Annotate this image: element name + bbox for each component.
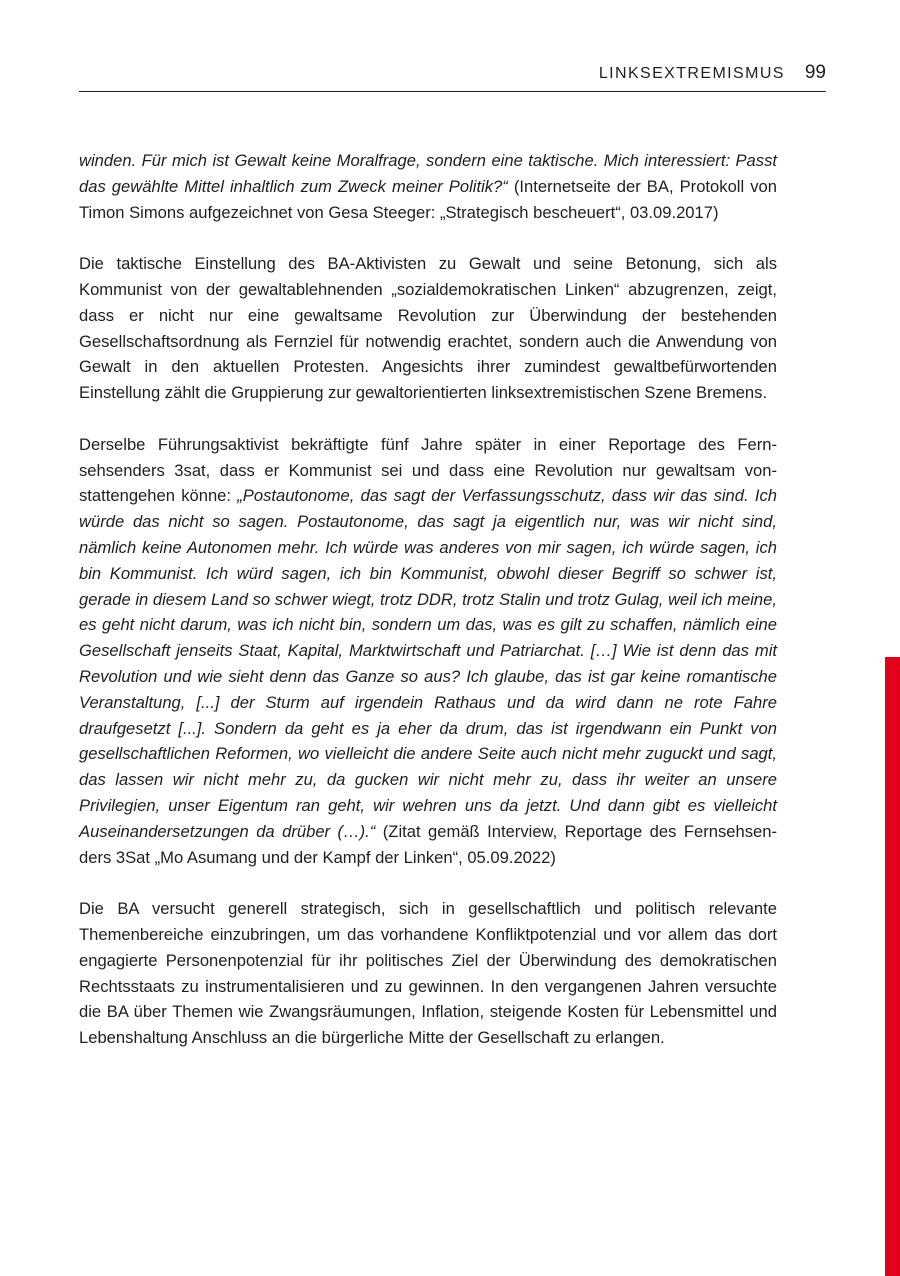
page-number: 99 — [804, 62, 826, 83]
quote-text: „Postautonome, das sagt der Verfassungsschutz, dass wir das sind. Ich würde das nicht so sagen. Postautonome, das sagt ja eigentlich nur, was wir nicht sind, nämlich keine Autonomen mehr. Ich würde was anderes von mir sagen, ich würde sagen, ich bin Kommunist. Ich würd sagen, ich bin Kommunist, obwohl dieser Begriff so schwer ist, gerade in diesem Land so schwer wiegt, trotz DDR, trotz Stalin und trotz Gulag, weil ich meine, es geht nicht darum, was ich nicht bin, sondern um das, was es gilt zu schaffen, nämlich eine Gesellschaft jenseits Staat, Kapital, Marktwirtschaft und Patriarchat. […] Wie ist denn das mit Revolution und wie sieht denn das Ganze so aus? Ich glaube, das ist gar keine romantische Veranstaltung, [...] der Sturm auf irgendein Rathaus und da wird dann ne rote Fahre draufgesetzt [...]. Sondern da geht es ja eher da drum, das ist irgendwann ein Punkt von gesellschaftlichen Reformen, wo vielleicht die andere Seite auch nicht mehr zuguckt und sagt, das lassen wir nicht mehr zu, da gucken wir nicht mehr zu, dass ihr weiter an unsere Privilegien, unser Eigentum ran geht, wir wehren uns da jetzt. Und dann gibt es vielleicht Auseinandersetzungen da drüber (…).“ — [79, 486, 777, 841]
paragraph-analysis — [79, 251, 777, 406]
paragraph-interview-quote — [79, 432, 777, 871]
chapter-thumb-marker — [885, 657, 900, 1276]
citation-text: (Zitat gemäß Interview, Reportage des Fernsehsenders 3Sat „Mo Asumang und der Kampf der Linken“, 05.09.2022) — [79, 821, 777, 867]
citation-text: (Internetseite der BA, Protokoll von Timon Simons aufgezeichnet von Gesa Steeger: „Strategisch bescheuert“, 03.09.2017) — [79, 176, 777, 222]
paragraph-quote-continuation — [79, 148, 777, 225]
body-text — [79, 148, 777, 1077]
header-right — [599, 62, 826, 84]
paragraph-strategy — [79, 896, 777, 1051]
running-header — [79, 58, 826, 92]
paragraph-text: Die taktische Einstellung des BA-Aktivisten zu Gewalt und seine Betonung, sich als Kommunist von der gewaltablehnenden „sozialdemokratischen Linken“ abzugrenzen, zeigt, dass er nicht nur eine gewaltsame Revolution zur Überwindung der bestehenden Gesellschaftsordnung als Fernziel für notwendig erachtet, sondern auch die Anwendung von Gewalt in den aktuellen Protesten. Angesichts ihrer zumindest gewaltbefürwortenden Einstellung zählt die Gruppierung zur gewaltorientierten linksextremistischen Szene Bremens. — [79, 254, 777, 403]
running-title: LINKSEXTREMISMUS — [598, 65, 785, 82]
quote-text: winden. Für mich ist Gewalt keine Moralfrage, sondern eine taktische. Mich interessiert: Passt das gewählte Mittel inhaltlich zum Zweck meiner Politik?“ — [79, 151, 777, 196]
paragraph-text: Die BA versucht generell strategisch, sich in gesellschaftlich und politisch relevante Themenbereiche einzubringen, um das vorhandene Konfliktpotenzial und vor allem das dort engagierte Personenpotenzial für ihr politisches Ziel der Überwindung des demokratischen Rechtsstaats zu instrumentalisieren und zu gewinnen. In den vergangenen Jahren versuchte die BA über Themen wie Zwangsräumungen, Inflation, steigende Kosten für Lebensmittel und Lebenshaltung Anschluss an die bürgerliche Mitte der Gesellschaft zu erlangen. — [79, 899, 777, 1048]
lead-text: Derselbe Führungsaktivist bekräftigte fünf Jahre später in einer Reportage des Fernsehsenders 3sat, dass er Kommunist sei und dass eine Revolution nur gewaltsam vonstattengehen könne: — [79, 434, 777, 506]
